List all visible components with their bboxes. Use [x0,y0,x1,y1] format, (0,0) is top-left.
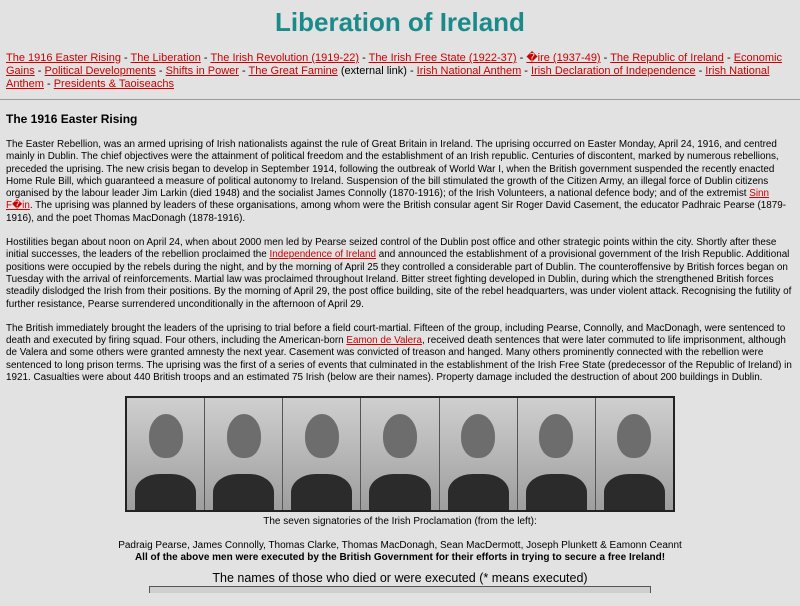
paragraph-text: . The uprising was planned by leaders of these organisations, among whom were the British consular agent Sir Roger David Casement, the educator Padhraic Pearse (1879-1916), and the poet Thomas MacDonagh (1878-1916). [6,200,787,224]
portrait [518,398,596,510]
portrait [361,398,439,510]
nav-link[interactable]: The Great Famine [248,65,338,77]
portrait [283,398,361,510]
paragraph-text: The British immediately brought the leaders of the uprising to trial before a field court-martial. Fifteen of the group, including Pearse, Connolly, and MacDonagh, were sentenced to death and executed by firing squad. Four others, including the American-born [6,322,786,347]
nav-links: The 1916 Easter Rising - The Liberation - The Irish Revolution (1919-22) - The Irish Free State (1922-37) - �ire (1937-49) - The Republic of Ireland - Economic Gains - Political Developments - Shifts in Power - The Great Famine (external link) - Irish National Anthem - Irish Declaration of Independence - Irish National Anthem - Presidents & Taoiseachs [6,52,782,90]
paragraph-text: The Easter Rebellion, was an armed uprising of Irish nationalists against the rule of Great Britain in Ireland. The uprising occurred on Easter Monday, April 24, 1916, and centred mainly in Dublin. The chief objectives were the attainment of political freedom and the establishment of an Irish republic. Centuries of discontent, marked by numerous rebellions, preceded the uprising. The new crisis began to develop in September 1914, following the outbreak of World War I, when the British government suspended the recently enacted Home Rule Bill, which guaranteed a measure of political autonomy to Ireland. Suspension of the bill stimulated the growth of the Citizen Army, an illegal force of Dublin citizens organised by the labour leader Jim Larkin (died 1948) and the socialist James Connolly (1870-1916); of the Irish Volunteers, a national defence body; and of the extremist [6,139,779,200]
nav-link[interactable]: Economic Gains [6,52,782,77]
nav-link[interactable]: The Republic of Ireland [610,52,724,64]
paragraph-text: Hostilities began about noon on April 24, when about 2000 men led by Pearse seized control of the Dublin post office and other strategic points within the city. Shortly after these initial successes, the leaders of the rebellion proclaimed the [6,237,777,261]
signatories-photo [125,396,675,512]
nav-link[interactable]: Irish National Anthem [6,65,770,90]
portrait [127,398,205,510]
executed-note: All of the above men were executed by the British Government for their efforts in trying to secure a free Ireland! [134,552,666,564]
nav-link-note: (external link) [337,65,407,77]
section-title: The 1916 Easter Rising [6,112,138,126]
paragraph-1 [6,139,794,225]
nav-link[interactable]: The Liberation [130,52,201,64]
paragraph-3 [6,323,794,384]
paragraph-2 [6,237,794,311]
page-title: Liberation of Ireland [275,7,525,37]
divider [0,99,800,100]
de-valera-link[interactable]: Eamon de Valera [346,335,422,347]
portrait [205,398,283,510]
sinn-fein-link[interactable]: Sinn F�in [6,188,770,212]
nav-link[interactable]: The 1916 Easter Rising [6,52,121,64]
signatory-names: Padraig Pearse, James Connolly, Thomas Clarke, Thomas MacDonagh, Sean MacDermott, Joseph Plunkett & Eamonn Ceannt [118,540,682,552]
died-table [149,586,651,593]
nav-link[interactable]: �ire (1937-49) [526,52,601,64]
nav-link[interactable]: Irish National Anthem [416,65,522,77]
nav-link[interactable]: Shifts in Power [165,65,239,77]
nav-link[interactable]: Irish Declaration of Independence [531,65,696,77]
nav-link[interactable]: Political Developments [44,65,156,77]
portrait [440,398,518,510]
nav-link[interactable]: Presidents & Taoiseachs [53,78,174,90]
paragraph-text: , received death sentences that were later commuted to life imprisonment, although de Valera and some others were granted amnesty the next year. Casement was convicted of treason and hanged. Many others prominently connected with the rebellion were sentenced to long prison terms. The uprising was the first of a series of events that culminated in the establishment of the Irish Free State (predecessor of the Republic of Ireland) in 1921. Casualties were about 440 British troops and an estimated 75 Irish (below are their names). Property damage included the destruction of about 200 buildings in Dublin. [6,335,792,384]
independence-link[interactable]: Independence of Ireland [269,249,377,261]
paragraph-text: and announced the establishment of a provisional government of the Irish Republic. Additional positions were occupied by the rebels during the night, and by the morning of April 25 they controlled a considerable part of Dublin. The counteroffensive by British forces began on Tuesday with the arrival of reinforcements. Martial law was proclaimed throughout Ireland. Bitter street fighting developed in Dublin, during which the strengthened British forces steadily dislodged the Irish from their positions. By the morning of April 29, the post office building, site of the rebel headquarters, was under violent attack. Recognising the futility of further resistance, Pearse surrendered unconditionally in the afternoon of April 29. [6,249,792,310]
died-list-title: The names of those who died or were executed (* means executed) [212,571,588,586]
photo-caption: The seven signatories of the Irish Proclamation (from the left): [263,516,537,528]
nav-link[interactable]: The Irish Revolution (1919-22) [210,52,360,64]
nav-link[interactable]: The Irish Free State (1922-37) [368,52,517,64]
portrait [596,398,673,510]
